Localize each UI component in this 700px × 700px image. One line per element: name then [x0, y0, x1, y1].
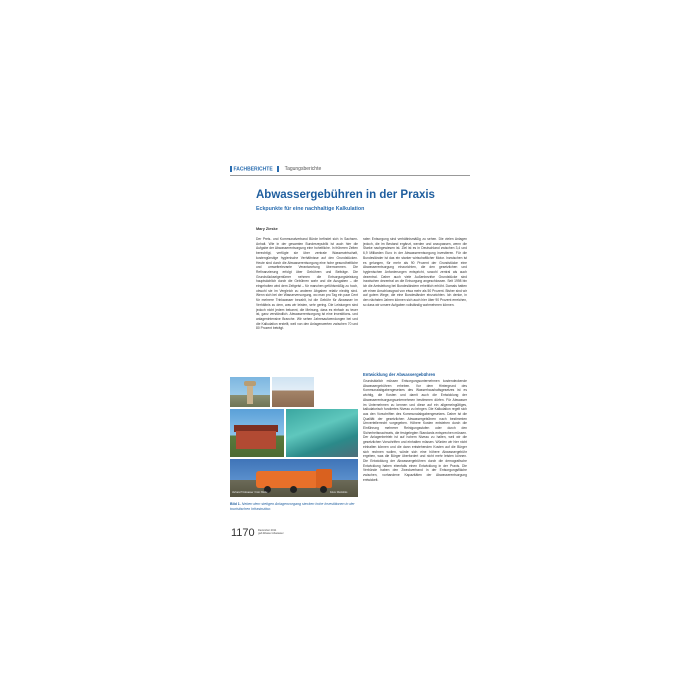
journal-name: gwf-Wasser Abwasser — [258, 532, 284, 536]
house-shape — [236, 431, 276, 449]
photo-credit-right: Fotos: Werksfoto — [330, 492, 348, 494]
article-author: Mary Zieske — [256, 227, 278, 231]
truck-wheel — [290, 486, 297, 493]
tower-top-shape — [244, 381, 256, 386]
issue-date: Dezember 2011 — [258, 529, 277, 532]
topic-label: Tagungsberichte — [284, 166, 322, 173]
figure-caption — [230, 502, 358, 511]
body-text-col2: ralen Entsorgung sind verhältnismäßig zu sehen. Die vielen Anlagen jedoch, die im Bestand ergänzt, werden und anzupassen, wenn die Starke nachgewiesen ist. Ziel ist es in Deutschland zwischen 3,4 und 6,9 Milliarden Euro in der Abwasserentsorgung investieren. Für die Bundesländer ist das ein starker wirtschaftlicher Motor. Inzwischen ist es gelungen, für mehr als 90 Prozent der Grundstücke eine Abwasserentsorgung einzurichten, die den gesetzlichen und hygienischen Anforderungen entspricht, sowohl zentral als auch dezentral. Daher auch viele Außenbezirke Grundstücke sind inzwischen dezentral an die Entsorgung angeschlossen. Seit 1998 bin ich die Amtsleitung bei Bundesländern erheblich erhöht. Damals hatten wir einen Anschlussgrad von etwa mehr als 50 Prozent. Bisher sind wir auf gutem Wege, die eine Bundesländer einzurichten. Ich denke, in den nächsten Jahren können sich auch hier über 90 Prozent erreichen, so dass wir unsere Aufgaben vollständig wahrnehmen können. — [363, 237, 467, 307]
figure-photos — [230, 377, 358, 499]
photo-water-tower — [230, 377, 270, 407]
article-subtitle: Eckpunkte für eine nachhaltige Kalkulation — [256, 206, 365, 212]
figure-caption-text: Neben dem stetigen Anlagenvorgang stecken hohe Investitionen in der touristischen Infrastruktur. — [230, 502, 355, 511]
article-title: Abwassergebühren in der Praxis — [256, 189, 435, 201]
body-column-1 — [256, 237, 358, 369]
header-bar-2 — [277, 166, 279, 172]
body-text-col1: Der Preis- und Kommunalverband Bürde befindet sich in Sachsen-Anhalt. Wie in der gesamten Bundesrepublik ist auch hier die Aufgabe der Abwasserentsorgung eine hoheitliche. In früheren Zeiten berechtigt, verfügte sie über zentrale Wasserwirtschaft, kostengünstige hygienische Verhältnisse auf den Grundstücken. Heute sind durch die Abwasserentsorgung eine hohe gesundheitliche und umweltrelevante Verantwortung übernommen. Die Refinanzierung erfolgt über Gebühren und Beiträge. Die Grundstückseigentümer nehmen die Entsorgungsleistung hauptsächlich durch die Gebühren wahr und die Ausgaben – die eingeholten wird dem Zeitgeist – für manchen gefühlsmäßig zu hoch, obwohl sie im Vergleich zu anderen Abgaben relativ niedrig sind. Wenn sich bei der Wasserversorgung, wo man pro Tag ein paar Cent für mehrere Trinkwasser bezahlt, ist die Gebühr für Abwasser im Verhältnis zu dem, was wir leisten, sehr gering. Die Leistungen sind jedoch nicht jedem bekannt, die Meinung, dass es einfach zu teuer ist, ganz verständlich. Abwasserentsorgung ist eine investitions- und anlagenintensive Branche. Wir sehen Jahresaufwendungen bei und die Kalkulation erstellt, weil von den Anlagenwerten zwischen 70 und 80 Prozent beträgt. — [256, 237, 358, 331]
section-header — [230, 166, 321, 172]
page-number: 1170 — [231, 527, 255, 539]
photo-pump-house — [230, 409, 284, 457]
photo-credit-left: Verband Trinkwasser / Foto: Bürde — [232, 492, 268, 494]
truck-wheel — [320, 486, 327, 493]
body-text-col2b: Grundsätzlich müssen Entsorgungsunternehmen kostendeckende Abwassergebühren erheben. Vor dem Hintergrund des Kommunalabgabengesetzes des Wasserhaushaltsgesetzes ist es wichtig, die Kosten und damit auch die Entwicklung der Abwasserentsorgungsunternehmen bestimmen dürfen. Für Abwasser im Unternehmen zu kennen und diese auf ein allgemeingültiges, kalkulatorisch fundiertes Niveau zu bringen. Die Kalkulation regelt sich aus den Vorschriften des Kommunalabgabengesetzes. Daher ist die Qualität der gesetzlichen Abwassergebühren nach bestimmten Umverteilerrecht vorgegeben. Höhere Kosten entstehen durch die Einführung mehrerer Reinigungsstufen oder durch den Sicherheitsnachweis, die festgelegten Standards entsprechen müssen. Der Anlagenbetrieb ist auf hohem Niveau zu halten, weil wir die gesetzlichen Vorschriften und einhalten müssen. Würden wir hier nicht einhalten können und die dann entstehenden Kosten auf die Bürger sich rechnen wollen, würde sich eine höhere Abwassergebühr ergeben, was die Bürger überfordert und nicht mehr leisten können. Die Entwicklung der Abwassergebühren durch die demografische Entwicklung haben ebenfalls einen Entwicklung in der Praxis. Die Verbünde haben den Zweckverband in der Entsorgungsfläche zwischen, vorhandene Kapazitäten der Abwasserentsorgung entwickelt. — [363, 379, 467, 482]
header-bar — [230, 166, 232, 172]
photo-tanker-truck — [230, 459, 358, 497]
photo-clarifier — [286, 409, 358, 457]
section-label: FACHBERICHTE — [233, 166, 273, 173]
page-info — [258, 529, 284, 535]
photo-treatment-basin — [272, 377, 314, 407]
figure-caption-label: Bild 1. — [230, 502, 241, 506]
section-heading: Entwicklung der Abwassergebühren — [363, 372, 436, 377]
body-column-2 — [363, 237, 467, 368]
body-column-2b — [363, 379, 467, 540]
header-rule — [230, 175, 470, 176]
